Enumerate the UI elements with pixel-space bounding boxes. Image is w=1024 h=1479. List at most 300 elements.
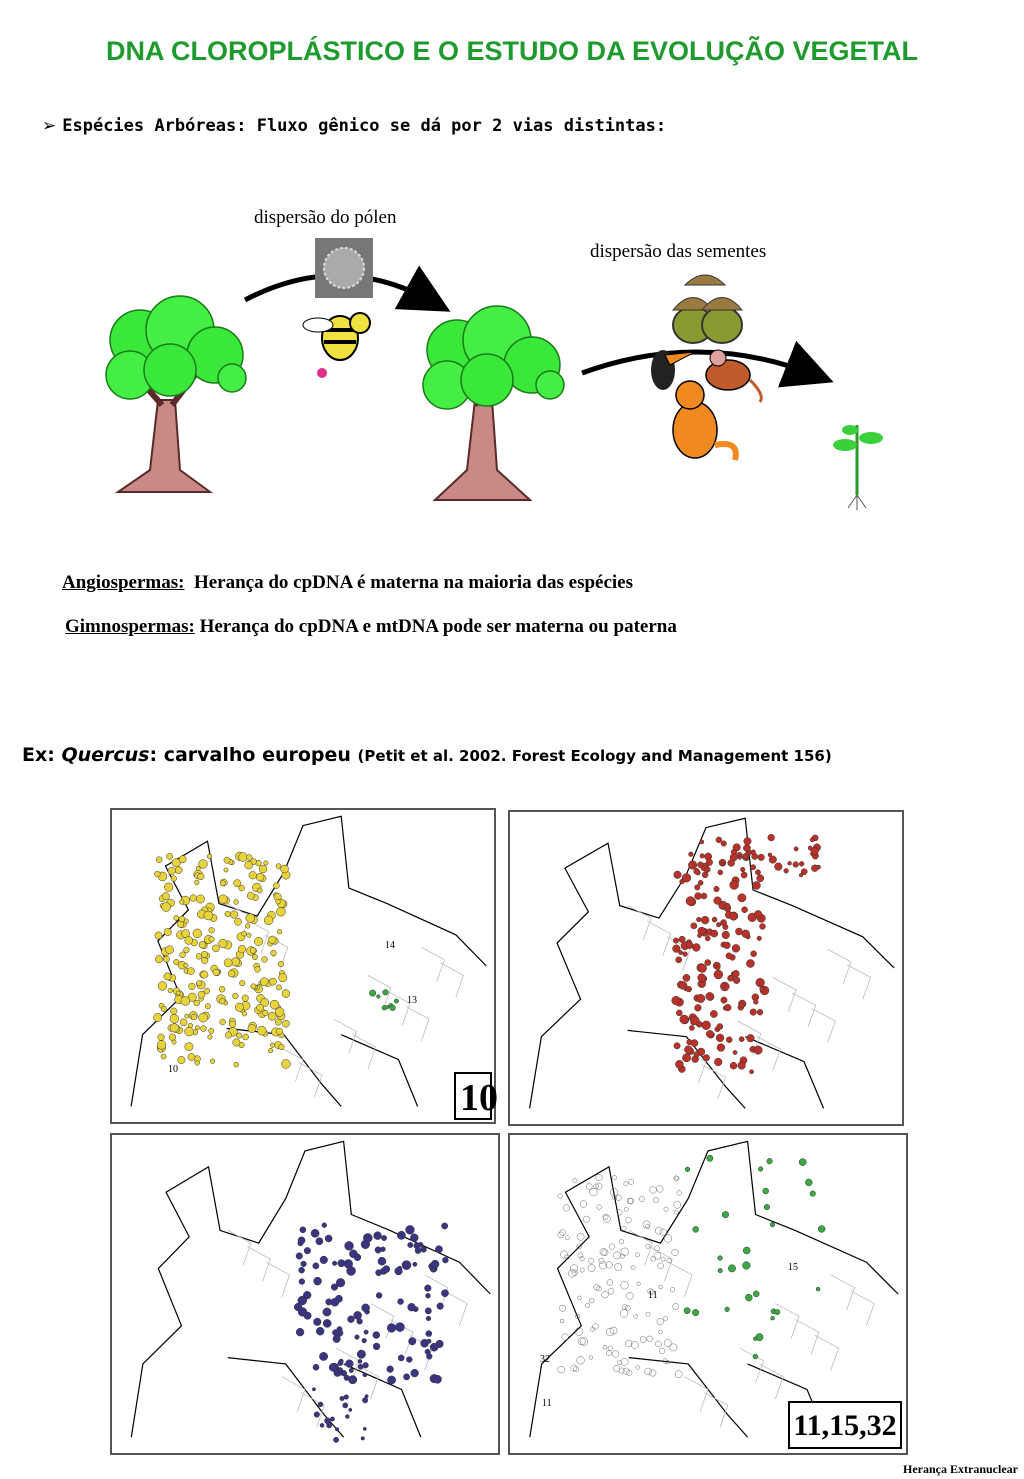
sample-point	[698, 974, 706, 982]
sample-point	[750, 1009, 757, 1016]
sample-point	[233, 1039, 240, 1046]
sample-point	[661, 1257, 665, 1261]
sample-point	[354, 1311, 362, 1319]
sample-point	[236, 1033, 241, 1038]
country-border	[421, 947, 444, 981]
sample-point	[745, 1294, 752, 1301]
sample-point	[799, 873, 803, 877]
sample-point	[674, 1201, 681, 1208]
sample-point	[721, 841, 727, 847]
sample-point	[219, 998, 225, 1004]
sample-point	[721, 997, 727, 1003]
country-border	[247, 1246, 270, 1281]
sample-point	[775, 1309, 780, 1314]
sample-point	[693, 1226, 699, 1232]
sample-point	[596, 1174, 603, 1181]
sample-point	[679, 936, 685, 942]
sample-point	[333, 1437, 338, 1442]
sample-point	[344, 1395, 349, 1400]
sample-point	[728, 975, 734, 981]
sample-point	[768, 834, 775, 841]
map-haplotype-10	[110, 808, 496, 1124]
sample-point	[242, 1011, 247, 1016]
sample-point	[749, 1070, 753, 1074]
sample-point	[208, 1035, 213, 1040]
sample-point	[683, 974, 690, 981]
sample-point	[184, 947, 190, 953]
sample-point	[256, 873, 264, 881]
sample-point	[348, 1376, 356, 1384]
sample-point	[714, 897, 722, 905]
sample-point	[715, 965, 720, 970]
sample-point	[751, 951, 757, 957]
sample-point	[179, 916, 185, 922]
sample-point	[155, 932, 162, 939]
sample-point	[340, 1396, 345, 1401]
gene-flow-diagram	[0, 230, 1024, 520]
country-border	[847, 965, 871, 999]
sample-point	[199, 941, 206, 948]
sample-point	[228, 970, 235, 977]
sample-point	[403, 1374, 409, 1380]
sample-point	[209, 927, 215, 933]
sample-point	[257, 888, 262, 893]
sample-point	[673, 938, 678, 943]
sample-point	[275, 1019, 281, 1025]
sample-point	[705, 936, 710, 941]
sample-point	[714, 1058, 722, 1066]
sample-point	[273, 883, 279, 889]
sample-point	[204, 911, 213, 920]
sample-point	[818, 1226, 825, 1233]
sample-point	[718, 870, 723, 875]
sample-point	[168, 867, 176, 875]
sample-point	[225, 911, 231, 917]
sample-point	[613, 1365, 619, 1371]
angiosperm-text: Herança do cpDNA é materna na maioria das espécies	[193, 572, 634, 593]
sample-point	[180, 952, 186, 958]
seed-dispersal-label: dispersão das sementes	[590, 241, 767, 262]
sample-point	[628, 1198, 634, 1204]
map4-haplotype-box: 11,15,32	[788, 1401, 902, 1449]
sample-point	[716, 1034, 724, 1042]
sample-point	[738, 856, 742, 860]
sample-point	[720, 920, 726, 926]
sample-point	[620, 1309, 628, 1317]
seedling-icon	[833, 425, 883, 510]
sample-point	[583, 1216, 589, 1222]
country-border	[441, 963, 464, 997]
sample-point	[185, 1027, 194, 1036]
country-border	[759, 1364, 783, 1399]
country-border	[792, 993, 816, 1027]
sample-point	[170, 1024, 178, 1032]
sample-point	[728, 859, 735, 866]
sample-point	[408, 1242, 413, 1247]
sample-point	[692, 1309, 699, 1316]
sample-point	[373, 1343, 380, 1350]
sample-point	[178, 1056, 185, 1063]
sample-point	[260, 978, 268, 986]
sample-point	[327, 1423, 332, 1428]
sample-point	[246, 855, 252, 861]
sample-point	[649, 1370, 656, 1377]
sample-point	[185, 1043, 193, 1051]
sample-point	[264, 916, 273, 925]
sample-point	[563, 1205, 570, 1212]
sample-point	[702, 1021, 711, 1030]
sample-point	[323, 1319, 331, 1327]
country-border	[628, 906, 652, 940]
sample-point	[323, 1308, 331, 1316]
sample-point	[607, 1280, 613, 1286]
gymnosperm-text: Herança do cpDNA e mtDNA pode ser materna ou paterna	[199, 616, 677, 637]
sample-point	[358, 1359, 362, 1363]
sample-point	[624, 1207, 628, 1211]
sample-point	[268, 1012, 276, 1020]
sample-point	[157, 1040, 166, 1049]
sample-point	[196, 895, 204, 903]
sample-point	[233, 993, 239, 999]
sample-point	[196, 953, 202, 959]
sample-point	[646, 1312, 650, 1316]
sample-point	[154, 1013, 162, 1021]
map4-label-11: 11	[648, 1290, 658, 1301]
map4-label-11b: 11	[542, 1398, 552, 1409]
sample-point	[753, 1291, 759, 1297]
sample-point	[725, 903, 731, 909]
sample-point	[395, 1323, 404, 1332]
sample-point	[198, 873, 205, 880]
sample-point	[441, 1223, 447, 1229]
sample-point	[603, 1215, 610, 1222]
sample-point	[355, 1335, 360, 1340]
sample-point	[721, 983, 726, 988]
sample-point	[811, 865, 818, 872]
sample-point	[269, 936, 277, 944]
sample-point	[753, 1337, 757, 1341]
sample-point	[198, 991, 205, 998]
sample-point	[696, 994, 704, 1002]
sample-point	[647, 1336, 653, 1342]
sample-point	[621, 1358, 628, 1365]
sample-point	[577, 1356, 585, 1364]
sample-point	[234, 918, 241, 925]
sample-point	[361, 1437, 365, 1441]
example-citation: (Petit et al. 2002. Forest Ecology and Management 156)	[357, 747, 832, 765]
sample-point	[606, 1350, 611, 1355]
sample-point	[724, 1004, 731, 1011]
sample-point	[730, 1062, 737, 1069]
country-border	[815, 1335, 839, 1370]
sample-point	[304, 1247, 311, 1254]
sample-point	[650, 1187, 657, 1194]
sample-point	[311, 1229, 319, 1237]
sample-point	[242, 995, 249, 1002]
sample-point	[165, 946, 173, 954]
sample-point	[164, 928, 171, 935]
sample-point	[179, 856, 186, 863]
country-border	[831, 1275, 855, 1310]
sample-point	[210, 1059, 215, 1064]
sample-point	[686, 942, 693, 949]
sample-point	[195, 1061, 200, 1066]
sample-point	[664, 1207, 668, 1211]
sample-point	[698, 964, 706, 972]
map4-label-15: 15	[788, 1262, 798, 1273]
sample-point	[612, 1351, 619, 1358]
sample-point	[201, 951, 208, 958]
sample-point	[363, 1373, 367, 1377]
sample-point	[187, 967, 194, 974]
sample-point	[622, 1226, 626, 1230]
sample-point	[300, 1227, 306, 1233]
sample-point	[158, 982, 167, 991]
sample-point	[304, 1312, 311, 1319]
sample-point	[742, 930, 750, 938]
sample-point	[282, 1020, 289, 1027]
sample-point	[245, 924, 250, 929]
sample-point	[299, 1279, 305, 1285]
sample-point	[660, 1229, 667, 1236]
example-common-name: : carvalho europeu	[149, 744, 358, 766]
sample-point	[154, 871, 160, 877]
sample-point	[251, 984, 256, 989]
sample-point	[640, 1337, 646, 1343]
sample-point	[731, 849, 737, 855]
sample-point	[763, 1188, 769, 1194]
sample-point	[591, 1327, 595, 1331]
sample-point	[213, 969, 220, 976]
sample-point	[672, 996, 681, 1005]
sample-point	[242, 931, 247, 936]
sample-point	[326, 1299, 332, 1305]
map1-label-14: 14	[385, 940, 395, 951]
sample-point	[603, 1345, 607, 1349]
sample-point	[678, 950, 682, 954]
country-border	[266, 1262, 289, 1297]
sample-point	[578, 1296, 582, 1300]
sample-point	[626, 1292, 633, 1299]
sample-point	[757, 1009, 763, 1015]
sample-point	[659, 1348, 665, 1354]
sample-point	[166, 853, 172, 859]
sample-point	[577, 1233, 584, 1240]
sample-point	[753, 1354, 758, 1359]
sample-point	[195, 1025, 199, 1029]
pollen-dispersal-label: dispersão do pólen	[254, 207, 397, 228]
sample-point	[279, 974, 287, 982]
sample-point	[191, 1014, 197, 1020]
sample-point	[659, 1330, 663, 1334]
country-border	[773, 977, 797, 1011]
sample-point	[219, 939, 228, 948]
sample-point	[626, 1217, 632, 1223]
country-border	[812, 1009, 836, 1043]
sample-point	[722, 1211, 729, 1218]
sample-point	[635, 1253, 639, 1257]
sample-point	[320, 1256, 328, 1264]
sample-point	[718, 1256, 723, 1261]
sample-point	[746, 959, 754, 967]
sample-point	[282, 990, 290, 998]
sample-point	[201, 971, 208, 978]
sample-point	[190, 895, 197, 902]
sample-point	[257, 1026, 266, 1035]
sample-point	[751, 865, 756, 870]
sample-point	[276, 864, 281, 869]
sample-point	[269, 978, 276, 985]
sample-point	[701, 916, 709, 924]
sample-point	[316, 1327, 324, 1335]
sample-point	[676, 957, 682, 963]
sample-point	[313, 1263, 319, 1269]
sample-point	[349, 1408, 352, 1411]
sample-point	[756, 978, 765, 987]
sample-point	[398, 1355, 404, 1361]
sample-point	[250, 947, 256, 953]
sample-point	[184, 963, 188, 967]
sample-point	[688, 861, 696, 869]
sample-point	[158, 1034, 165, 1041]
sample-point	[716, 922, 721, 927]
sample-point	[689, 1025, 694, 1030]
sample-point	[181, 996, 190, 1005]
bullet-line	[42, 116, 666, 136]
sample-point	[744, 837, 751, 844]
sample-point	[639, 1196, 644, 1201]
sample-point	[161, 1054, 166, 1059]
sample-point	[164, 973, 171, 980]
sample-point	[425, 1285, 432, 1292]
sample-point	[413, 1262, 417, 1266]
sample-point	[234, 1062, 239, 1067]
tree-icon	[106, 296, 246, 492]
sample-point	[663, 1316, 668, 1321]
sample-point	[691, 923, 697, 929]
sample-point	[373, 1332, 380, 1339]
sample-point	[714, 970, 723, 979]
sample-point	[345, 1360, 353, 1368]
sample-point	[276, 985, 281, 990]
sample-point	[189, 983, 196, 990]
sample-point	[670, 1287, 675, 1292]
sample-point	[735, 928, 742, 935]
sample-point	[674, 871, 682, 879]
sample-point	[752, 881, 760, 889]
sample-point	[263, 1010, 269, 1016]
sample-point	[345, 1415, 349, 1419]
sample-point	[254, 937, 262, 945]
sample-point	[433, 1375, 441, 1383]
sample-point	[695, 1004, 702, 1011]
sample-point	[634, 1314, 638, 1318]
sample-point	[793, 862, 799, 868]
sample-point	[277, 929, 282, 934]
sample-point	[313, 1364, 319, 1370]
sample-point	[387, 1376, 395, 1384]
sample-point	[613, 1252, 620, 1259]
sample-point	[702, 872, 708, 878]
country-border	[228, 1230, 251, 1265]
sample-point	[558, 1194, 563, 1199]
sample-point	[174, 915, 179, 920]
sample-point	[730, 881, 739, 890]
sample-point	[608, 1346, 613, 1351]
sample-point	[364, 1330, 368, 1334]
sample-point	[631, 1341, 638, 1348]
bullet-arrow-icon: ➢	[42, 116, 57, 136]
sample-point	[588, 1258, 593, 1263]
sample-point	[676, 1010, 682, 1016]
sample-point	[220, 1019, 226, 1025]
sample-point	[590, 1188, 598, 1196]
sample-point	[247, 892, 254, 899]
sample-point	[279, 1044, 285, 1050]
sample-point	[770, 1222, 775, 1227]
sample-point	[275, 1008, 284, 1017]
sample-point	[726, 953, 732, 959]
sample-point	[743, 844, 750, 851]
sample-point	[441, 1290, 448, 1297]
sample-point	[415, 1248, 421, 1254]
page-title: DNA CLOROPLÁSTICO E O ESTUDO DA EVOLUÇÃO VEGETAL	[105, 36, 919, 66]
sample-point	[224, 857, 230, 863]
sample-point	[239, 885, 245, 891]
sample-point	[774, 863, 782, 871]
country-border	[282, 1377, 305, 1412]
sample-point	[320, 1423, 324, 1427]
sample-point	[602, 1291, 609, 1298]
sample-point	[597, 1205, 602, 1210]
sample-point	[301, 1261, 307, 1267]
sample-point	[270, 1043, 274, 1047]
sample-point	[675, 1371, 682, 1378]
sample-point	[596, 1183, 602, 1189]
sample-point	[654, 1246, 659, 1251]
sample-point	[209, 1028, 214, 1033]
sample-point	[710, 1010, 717, 1017]
sample-point	[691, 1040, 698, 1047]
sample-point	[742, 907, 748, 913]
footer-text: Herança Extranuclear	[903, 1462, 1018, 1476]
sample-point	[255, 966, 261, 972]
sample-point	[565, 1236, 569, 1240]
sample-point	[431, 1267, 436, 1272]
sample-point	[380, 1247, 385, 1252]
sample-point	[378, 1257, 386, 1265]
sample-point	[575, 1328, 583, 1336]
sample-point	[706, 859, 713, 866]
sample-point	[758, 1167, 763, 1172]
sample-point	[690, 1016, 699, 1025]
sample-point	[219, 895, 228, 904]
sample-point	[156, 857, 162, 863]
sample-point	[168, 988, 173, 993]
sample-point	[664, 1339, 671, 1346]
sample-point	[697, 933, 701, 937]
sample-point	[593, 1324, 599, 1330]
sample-point	[600, 1248, 607, 1255]
sample-point	[402, 1261, 411, 1270]
sample-point	[664, 1235, 672, 1243]
sample-point	[674, 1210, 678, 1214]
sample-point	[314, 1277, 322, 1285]
sample-point	[408, 1303, 416, 1311]
sample-point	[276, 907, 285, 916]
sample-point	[717, 1044, 725, 1052]
sample-point	[336, 1278, 345, 1287]
